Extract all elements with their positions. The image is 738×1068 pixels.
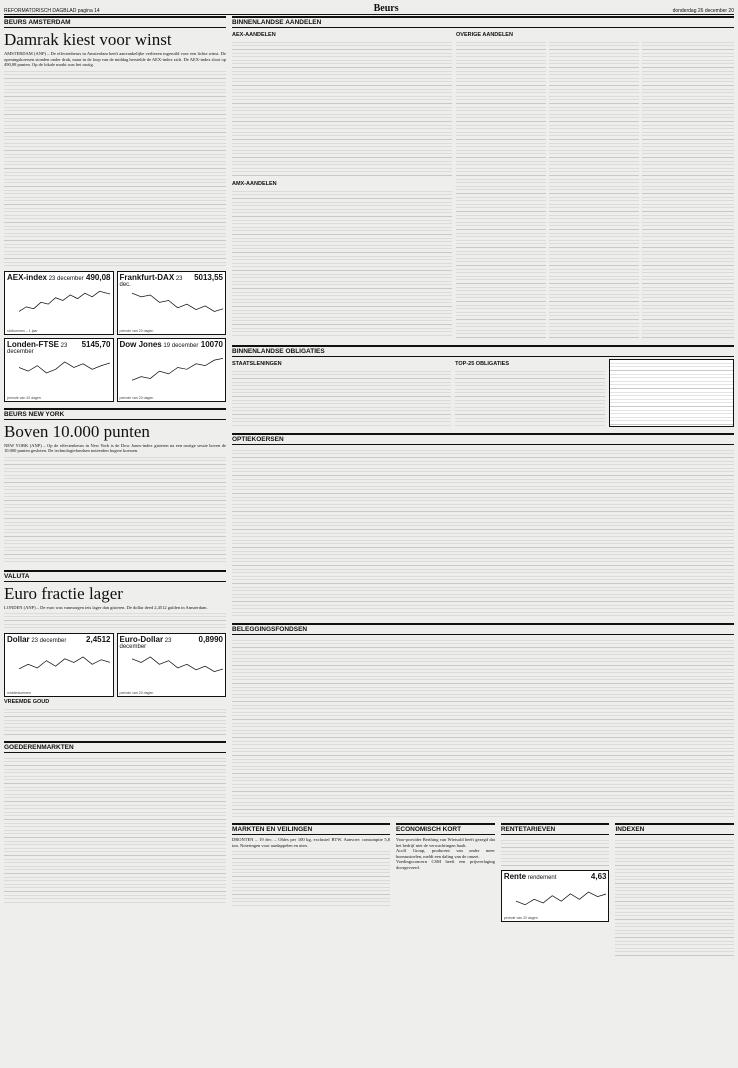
- overige-aandelen-label: OVERIGE AANDELEN: [456, 32, 513, 38]
- dax-date: 23 dec.: [119, 275, 183, 288]
- ftse-footer: periode van 20 dagen: [7, 395, 41, 400]
- euro-date: 23 december: [119, 638, 172, 650]
- dow-date: 19 december: [163, 342, 199, 349]
- markten-article-body: [232, 848, 390, 908]
- aex-value: 490,08: [86, 272, 111, 282]
- dow-value: 10070: [200, 339, 223, 349]
- dow-line: [132, 351, 223, 388]
- economisch-label: ECONOMISCH KORT: [396, 823, 495, 835]
- dax-title: Frankfurt-DAX: [119, 272, 175, 282]
- aex-title: AEX-index: [7, 272, 48, 282]
- overige-col-3: [642, 39, 734, 339]
- indexen-table: [615, 837, 734, 957]
- top25-label: TOP-25 OBLIGATIES: [455, 361, 509, 367]
- ftse-title: Londen-FTSE: [7, 339, 59, 349]
- aex-aandelen-label: AEX-AANDELEN: [232, 32, 276, 38]
- dollar-footer: middenkoersen: [7, 691, 31, 695]
- overige-col-1: [456, 39, 546, 339]
- aex-date: 23 december: [48, 275, 84, 282]
- dax-line: [132, 284, 223, 321]
- dow-footer: periode van 20 dagen: [119, 395, 154, 400]
- euro-title: Euro-Dollar: [119, 635, 164, 644]
- page-header: [4, 3, 734, 15]
- dow-title: Dow Jones: [119, 339, 162, 349]
- section-title: Beurs: [373, 3, 399, 14]
- dax-value: 5013,55: [194, 272, 223, 282]
- dollar-value: 2,4512: [86, 635, 111, 644]
- rente-line: [516, 883, 607, 919]
- staatsleningen-table: [232, 368, 451, 426]
- rentetarieven-label: RENTETARIEVEN: [501, 823, 610, 835]
- aex-chart: [4, 271, 114, 335]
- rente-title: Rente: [503, 872, 527, 881]
- newyork-article: NEW YORK (ANP) – Op de effectenbeurs in New York is de Dow Jones-index gisteren na een rustige sessie boven de 10.000 punten gesloten. De technologiefondsen noteerden hogere koersen.: [4, 442, 226, 453]
- obligaties-box: [609, 359, 735, 427]
- ftse-line: [19, 351, 110, 388]
- binnenlandse-aandelen-label: BINNENLANDSE AANDELEN: [232, 16, 734, 28]
- markten-label: MARKTEN EN VEILINGEN: [232, 823, 390, 835]
- euro-value: 0,8990: [198, 635, 223, 644]
- ftse-chart: [4, 338, 114, 402]
- dollar-date: 23 december: [31, 638, 67, 644]
- goederen-table: [4, 755, 226, 905]
- newyork-section-label: BEURS NEW YORK: [4, 408, 226, 420]
- optiekoersen-table: [232, 447, 734, 617]
- rentetarieven-table: [501, 837, 610, 867]
- markten-article: DRONTEN – 19 dec. – Ohles per 100 kg, exclusief BTW. Aanvoer: consumptie 5,8 ton. Noteringen voor aardappelen en uien.: [232, 837, 391, 848]
- dollar-line: [19, 646, 110, 683]
- staatsleningen-label: STAATSLENINGEN: [232, 361, 282, 367]
- rente-date: rendement: [527, 875, 557, 881]
- dax-footer: periode van 20 dagen: [119, 328, 154, 333]
- indexen-label: INDEXEN: [615, 823, 734, 835]
- valuta-headline: Euro fractie lager: [4, 583, 123, 603]
- valuta-article: LONDEN (ANP) – De euro was vanmorgen iets lager dan gisteren. De dollar deed 2,4512 gulden in Amsterdam.: [4, 604, 208, 610]
- rente-value: 4,63: [590, 872, 607, 881]
- aex-footer: slotkoersen – 1 jaar: [7, 328, 38, 333]
- euro-chart: [117, 633, 227, 697]
- amsterdam-article: AMSTERDAM (ANP) – De effectenbeurs in Amsterdam heeft aanvankelijke verliezen ingeruild voor een lichte winst. De openingskoersen stonden onder druk, maar in de loop van de middag herstelde de AEX-index zich. De AEX-index sloot op 490,08 punten. Op de lokale markt was het rustig.: [4, 51, 226, 67]
- newyork-headline: Boven 10.000 punten: [4, 421, 150, 441]
- amx-aandelen-table: [232, 188, 452, 338]
- dollar-chart: [4, 633, 114, 697]
- aex-line: [19, 284, 110, 321]
- vreemde-goud-label: VREEMDE GOUD: [4, 699, 50, 705]
- beleggingsfondsen-label: BELEGGINGSFONDSEN: [232, 623, 734, 635]
- economisch-item-3: Voedingsconcern CSM heeft een prijsverlaging doorgevoerd.: [396, 859, 495, 870]
- rente-chart: [501, 870, 610, 922]
- economisch-item-2: Acolf Group, producent van onder meer bureaustoelen, meldt een daling van de omzet.: [396, 848, 495, 859]
- aex-aandelen-table: [232, 39, 452, 179]
- economisch-item-1: Voor-provider Berthing van Wietsold heeft gezegd dat het bedrijf niet de verwachtingen haalt.: [396, 837, 495, 848]
- dollar-title: Dollar: [7, 635, 30, 644]
- amsterdam-section-label: BEURS AMSTERDAM: [4, 16, 226, 28]
- date-label: donderdag 26 december 20: [672, 8, 734, 14]
- valuta-article-body: [4, 610, 226, 630]
- dow-chart: [117, 338, 227, 402]
- dax-chart: [117, 271, 227, 335]
- overige-col-2: [549, 39, 639, 339]
- rente-footer: periode van 20 dagen: [503, 916, 538, 920]
- left-column: [4, 16, 226, 905]
- euro-line: [132, 646, 223, 683]
- ftse-date: 23 december: [7, 342, 68, 355]
- top25-table: [455, 368, 604, 426]
- obligaties-label: BINNENLANDSE OBLIGATIES: [232, 345, 734, 357]
- optiekoersen-label: OPTIEKOERSEN: [232, 433, 734, 445]
- goederen-section-label: GOEDERENMARKTEN: [4, 741, 226, 753]
- amsterdam-article-body: [4, 68, 226, 268]
- ftse-value: 5145,70: [81, 339, 111, 349]
- page-number-label: REFORMATORISCH DAGBLAD pagina 14: [4, 8, 100, 14]
- amsterdam-headline: Damrak kiest voor winst: [4, 30, 172, 49]
- right-area: [232, 16, 734, 957]
- beleggingsfondsen-table: [232, 637, 734, 817]
- newyork-article-body: [4, 454, 226, 564]
- obligaties-box-content: [610, 360, 734, 426]
- euro-footer: periode van 20 dagen: [119, 691, 154, 695]
- goud-table: [4, 706, 226, 738]
- valuta-section-label: VALUTA: [4, 570, 226, 582]
- amx-aandelen-label: AMX-AANDELEN: [232, 181, 277, 187]
